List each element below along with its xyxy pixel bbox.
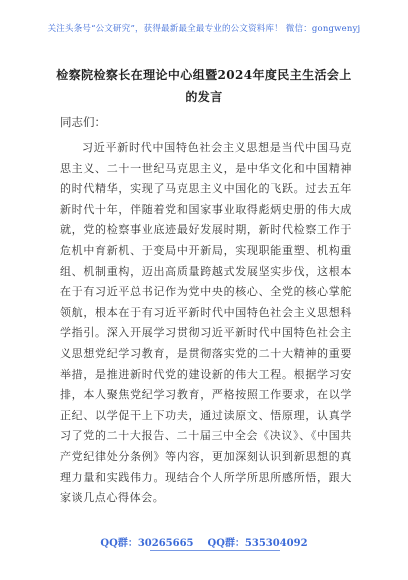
- footer-qq-group-2: QQ群：535304092: [207, 538, 308, 549]
- footer-qq-group-1: QQ群：30265665: [100, 538, 194, 549]
- promo-header: 关注头条号“公文研究”，获得最新最全最专业的公文资料库！ 微信：gongwenyj: [47, 24, 361, 34]
- body-paragraph: 习近平新时代中国特色社会主义思想是当代中国马克思主义、二十一世纪马克思主义，是中华文化和中国精神的时代精华，实现了马克思主义中国化的飞跃。过去五年新时代十年，伴随着党和国家事业取得彪炳史册的伟大成就，党的检察事业底迹最好发展时期，新时代检察工作于危机中育新机、于变局中开新局，实现职能重塑、机构重组、机制重构，迈出高质量跨越式发展坚实步伐，这根本在于有习近平总书记作为党中央的核心、全党的核心掌舵领航，根本在于有习近平新时代中国特色社会主义思想科学指引。深入开展学习贯彻习近平新时代中国特色社会主义思想党纪学习教育，是贯彻落实党的二十大精神的重要举措，是推进新时代党的建设新的伟大工程。根据学习安排，本人聚焦党纪学习教育，严格按照工作要求，在以学正纪、以学促干上下功夫，通过读原文、悟原理，认真学习了党的二十大报告、二十届三中全会《决议》、《中国共产党纪律处分条例》等内容，更加深刻认识到新思想的真理力量和实践伟力。现结合个人所学所思所感所悟，跟大家谈几点心得体会。: [60, 141, 352, 505]
- document-title: 检察院检察长在理论中心组暨2024年度民主生活会上的发言: [56, 68, 352, 104]
- salutation: 同志们：: [60, 115, 106, 129]
- footer-underline: [150, 550, 280, 551]
- footer-contacts: [0, 534, 408, 549]
